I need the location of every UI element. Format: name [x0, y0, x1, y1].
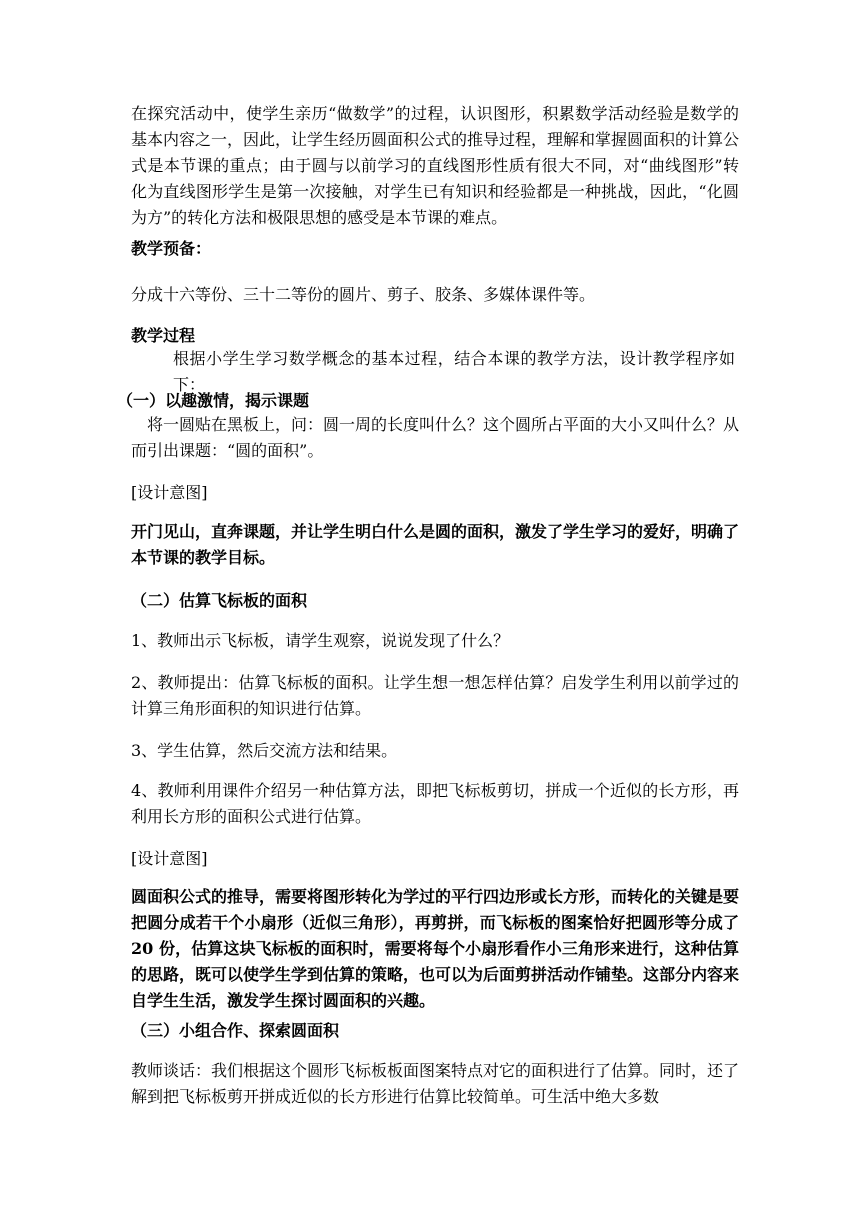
design-intent-text-1: 开门见山，直奔课题，并让学生明白什么是圆的面积，激发了学生学习的爱好，明确了本节课的教学目标。	[131, 522, 740, 567]
process-intro: 根据小学生学习数学概念的基本过程，结合本课的教学方法，设计教学程序如下：	[173, 349, 735, 394]
section-2-item-2: 2、教师提出：估算飞标板的面积。让学生想一想怎样估算？启发学生利用以前学过的计算三角形面积的知识进行估算。	[131, 673, 739, 718]
section-2-heading: （二）估算飞标板的面积	[131, 591, 308, 610]
section-2-item-3: 3、学生估算，然后交流方法和结果。	[131, 741, 398, 760]
design-intent-label-1: [设计意图]	[131, 483, 208, 502]
section-1-heading: （一）以趣激情，揭示课题	[117, 391, 310, 410]
section-1-text: 将一圆贴在黑板上，问：圆一周的长度叫什么？这个圆所占平面的大小又叫什么？从而引出课题：“圆的面积”。	[131, 415, 740, 460]
prep-text: 分成十六等份、三十二等份的圆片、剪子、胶条、多媒体课件等。	[131, 285, 596, 304]
prep-heading: 教学预备：	[131, 239, 212, 258]
section-2-item-4: 4、教师利用课件介绍另一种估算方法，即把飞标板剪切，拼成一个近似的长方形，再利用长方形的面积公式进行估算。	[131, 781, 739, 826]
section-3-text: 教师谈话：我们根据这个圆形飞标板板面图案特点对它的面积进行了估算。同时，还了解到把飞标板剪开拼成近似的长方形进行估算比较简单。可生活中绝大多数	[131, 1061, 740, 1106]
section-3-heading: （三）小组合作、探索圆面积	[131, 1021, 340, 1040]
design-intent-label-2: [设计意图]	[131, 849, 208, 868]
process-heading: 教学过程	[131, 326, 196, 345]
design-intent-text-2: 圆面积公式的推导，需要将图形转化为学过的平行四边形或长方形，而转化的关键是要把圆分成若干个小扇形（近似三角形），再剪拼，而飞标板的图案恰好把圆形等分成了 20 份，估算这块飞标板的面积时，需要将每个小扇形看作小三角形来进行，这种估算的思路，既可以使学生学到估算的策略，也可以为后面剪拼活动作铺垫。这部分内容来自学生生活，激发学生探讨圆面积的兴趣。	[131, 887, 740, 1010]
intro-paragraph: 在探究活动中，使学生亲历“做数学”的过程，认识图形，积累数学活动经验是数学的基本内容之一，因此，让学生经历圆面积公式的推导过程，理解和掌握圆面积的计算公式是本节课的重点；由于圆与以前学习的直线图形性质有很大不同，对“曲线图形”转化为直线图形学生是第一次接触，对学生已有知识和经验都是一种挑战，因此，“化圆为方”的转化方法和极限思想的感受是本节课的难点。	[131, 104, 740, 227]
section-2-item-1: 1、教师出示飞标板，请学生观察，说说发现了什么？	[131, 631, 510, 650]
